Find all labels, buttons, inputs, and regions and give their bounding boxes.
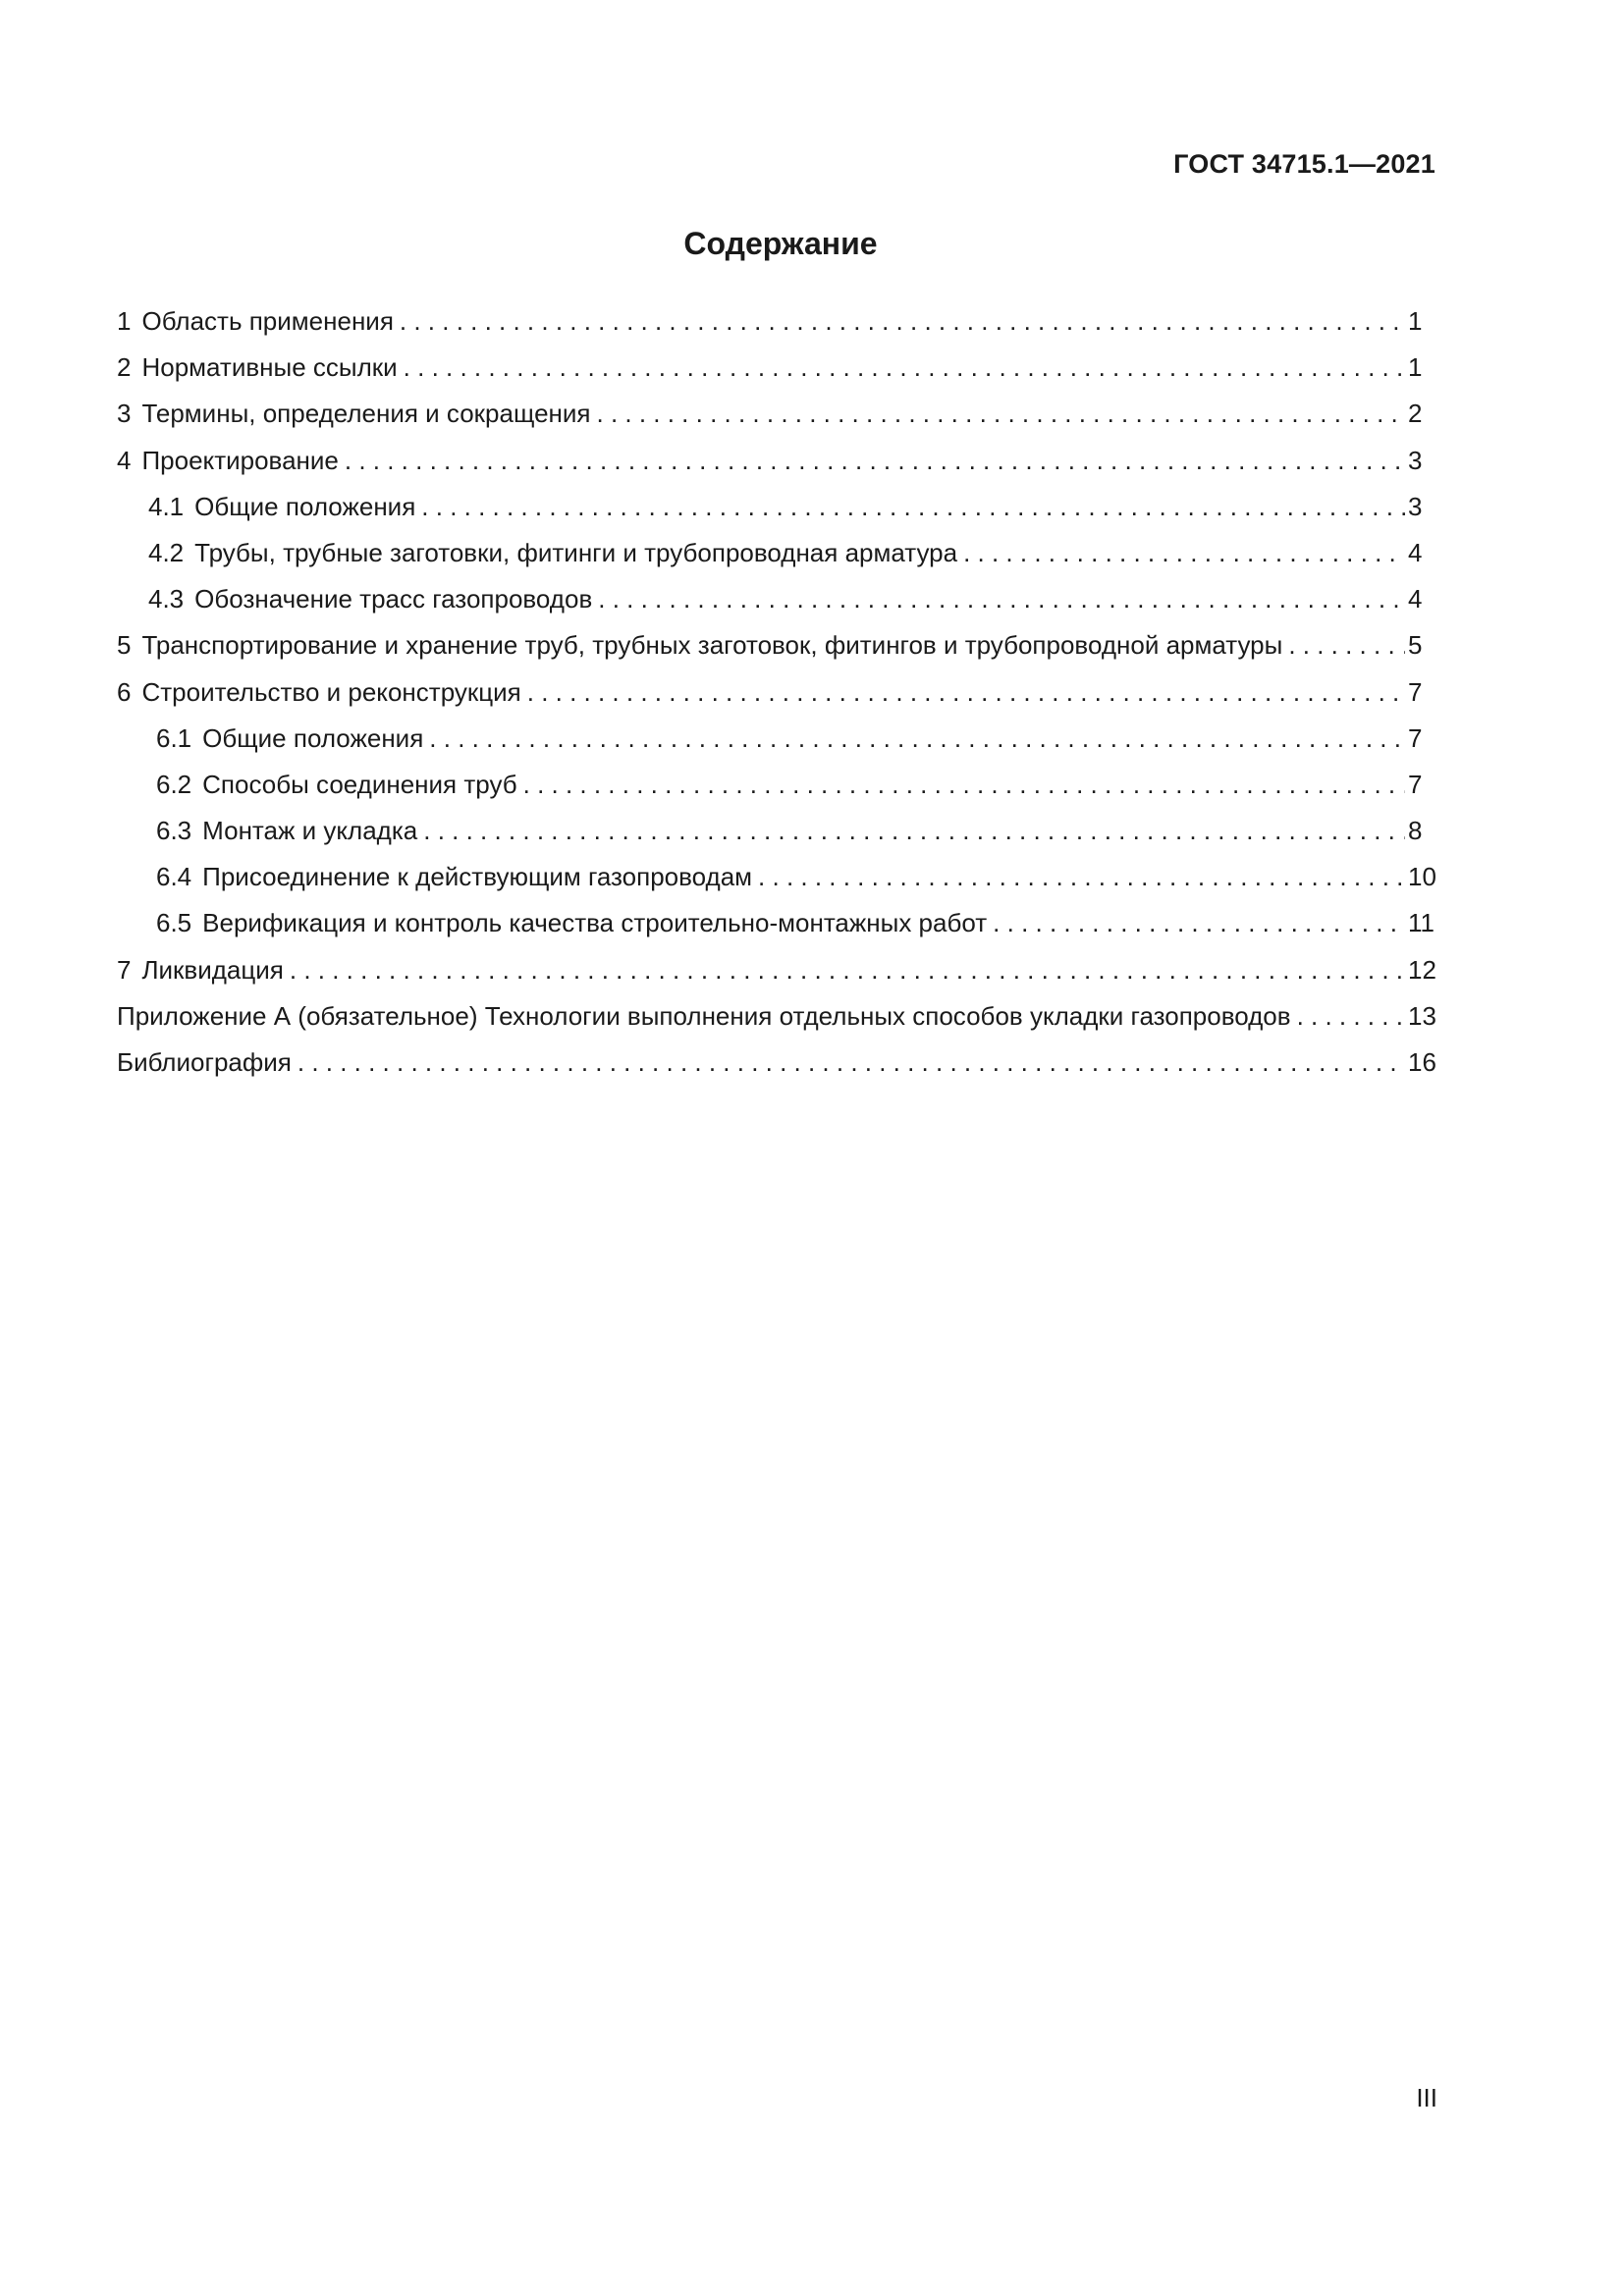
toc-dot-leader	[523, 762, 1405, 808]
toc-entry[interactable]	[117, 947, 1437, 993]
toc-entry[interactable]	[117, 993, 1437, 1040]
toc-entry-number: 2	[117, 352, 132, 383]
toc-entry[interactable]	[117, 438, 1437, 484]
toc-dot-leader	[758, 854, 1405, 900]
toc-dot-leader	[527, 669, 1405, 716]
toc-entry-number: 3	[117, 399, 132, 429]
toc-dot-leader	[404, 345, 1405, 391]
toc-entry-label: Строительство и реконструкция	[141, 676, 521, 707]
toc-entry-page: 1	[1408, 352, 1423, 383]
toc-dot-leader	[598, 576, 1405, 622]
toc-entry-page: 7	[1408, 769, 1423, 799]
toc-entry[interactable]	[117, 762, 1437, 808]
toc-entry-page: 11	[1408, 908, 1435, 938]
toc-entry-label: Обозначение трасс газопроводов	[194, 584, 593, 614]
toc-dot-leader	[290, 947, 1405, 993]
toc-entry-number: 4.2	[148, 537, 185, 567]
toc-entry-label: Монтаж и укладка	[202, 816, 418, 846]
toc-title: Содержание	[683, 226, 878, 261]
toc-entry-page: 3	[1408, 445, 1423, 475]
toc-dot-leader	[298, 1040, 1405, 1086]
toc-entry-number: 4.1	[148, 491, 185, 521]
toc-entry-number: 6.5	[156, 908, 192, 938]
toc-entry[interactable]	[117, 900, 1437, 946]
toc-entry[interactable]	[117, 808, 1437, 854]
toc-entry-page: 8	[1408, 816, 1423, 846]
toc-entry-page: 4	[1408, 584, 1423, 614]
toc-entry-number: 7	[117, 954, 132, 985]
document-code: ГОСТ 34715.1—2021	[1173, 149, 1435, 179]
toc-entry-number: 6.3	[156, 816, 192, 846]
toc-entry-number: 5	[117, 630, 132, 661]
toc-entry-page: 1	[1408, 306, 1423, 336]
toc-entry-number: 4.3	[148, 584, 185, 614]
toc-entry-number: 1	[117, 306, 132, 336]
toc-entry-label: Область применения	[141, 306, 394, 336]
toc-dot-leader	[963, 530, 1405, 576]
toc-entry-label: Ликвидация	[141, 954, 284, 985]
toc-dot-leader	[423, 808, 1405, 854]
toc-entry[interactable]	[117, 484, 1437, 530]
toc-entry-page: 12	[1408, 954, 1436, 985]
toc-entry[interactable]	[117, 576, 1437, 622]
toc-entry-label: Транспортирование и хранение труб, трубных заготовок, фитингов и трубопроводной арматуры	[141, 630, 1283, 661]
toc-entry[interactable]	[117, 669, 1437, 716]
toc-entry[interactable]	[117, 298, 1437, 345]
toc-dot-leader	[429, 716, 1405, 762]
toc-entry[interactable]	[117, 530, 1437, 576]
toc-entry-label: Верификация и контроль качества строительно-монтажных работ	[202, 908, 988, 938]
toc-entry-label: Проектирование	[141, 445, 339, 475]
toc-entry-label: Термины, определения и сокращения	[141, 399, 591, 429]
toc-entry[interactable]	[117, 854, 1437, 900]
toc-entry[interactable]	[117, 1040, 1437, 1086]
toc-entry[interactable]	[117, 622, 1437, 668]
toc-entry[interactable]	[117, 345, 1437, 391]
toc-entry-page: 13	[1408, 1000, 1436, 1031]
toc-dot-leader	[993, 900, 1405, 946]
toc-entry-number: 6.4	[156, 862, 192, 892]
toc-entry-number: 4	[117, 445, 132, 475]
toc-entry-label: Трубы, трубные заготовки, фитинги и трубопроводная арматура	[194, 537, 958, 567]
toc-entry-label: Общие положения	[202, 722, 424, 753]
toc-entry-label: Приложение А (обязательное) Технологии выполнения отдельных способов укладки газопроводов	[117, 1000, 1291, 1031]
toc-entry-label: Способы соединения труб	[202, 769, 517, 799]
toc-entry-page: 16	[1408, 1047, 1436, 1077]
toc-entry-page: 5	[1408, 630, 1423, 661]
toc-entry-number: 6.2	[156, 769, 192, 799]
toc-entry-number: 6	[117, 676, 132, 707]
toc-entry[interactable]	[117, 716, 1437, 762]
toc-dot-leader	[597, 391, 1406, 437]
toc-dot-leader	[345, 438, 1405, 484]
toc-entry[interactable]	[117, 391, 1437, 437]
toc-entry-page: 7	[1408, 676, 1423, 707]
toc-dot-leader	[1288, 622, 1405, 668]
toc-entry-label: Нормативные ссылки	[141, 352, 398, 383]
toc-entry-label: Общие положения	[194, 491, 416, 521]
toc-entry-number: 6.1	[156, 722, 192, 753]
toc-entry-page: 7	[1408, 722, 1423, 753]
page-number: III	[1416, 2083, 1437, 2112]
toc-entry-page: 4	[1408, 537, 1423, 567]
toc-dot-leader	[421, 484, 1405, 530]
toc-dot-leader	[1297, 993, 1405, 1040]
table-of-contents	[117, 298, 1437, 1086]
toc-entry-page: 3	[1408, 491, 1423, 521]
toc-dot-leader	[400, 298, 1405, 345]
toc-entry-page: 2	[1408, 399, 1423, 429]
toc-entry-label: Присоединение к действующим газопроводам	[202, 862, 753, 892]
toc-entry-label: Библиография	[117, 1047, 292, 1077]
toc-entry-page: 10	[1408, 862, 1436, 892]
